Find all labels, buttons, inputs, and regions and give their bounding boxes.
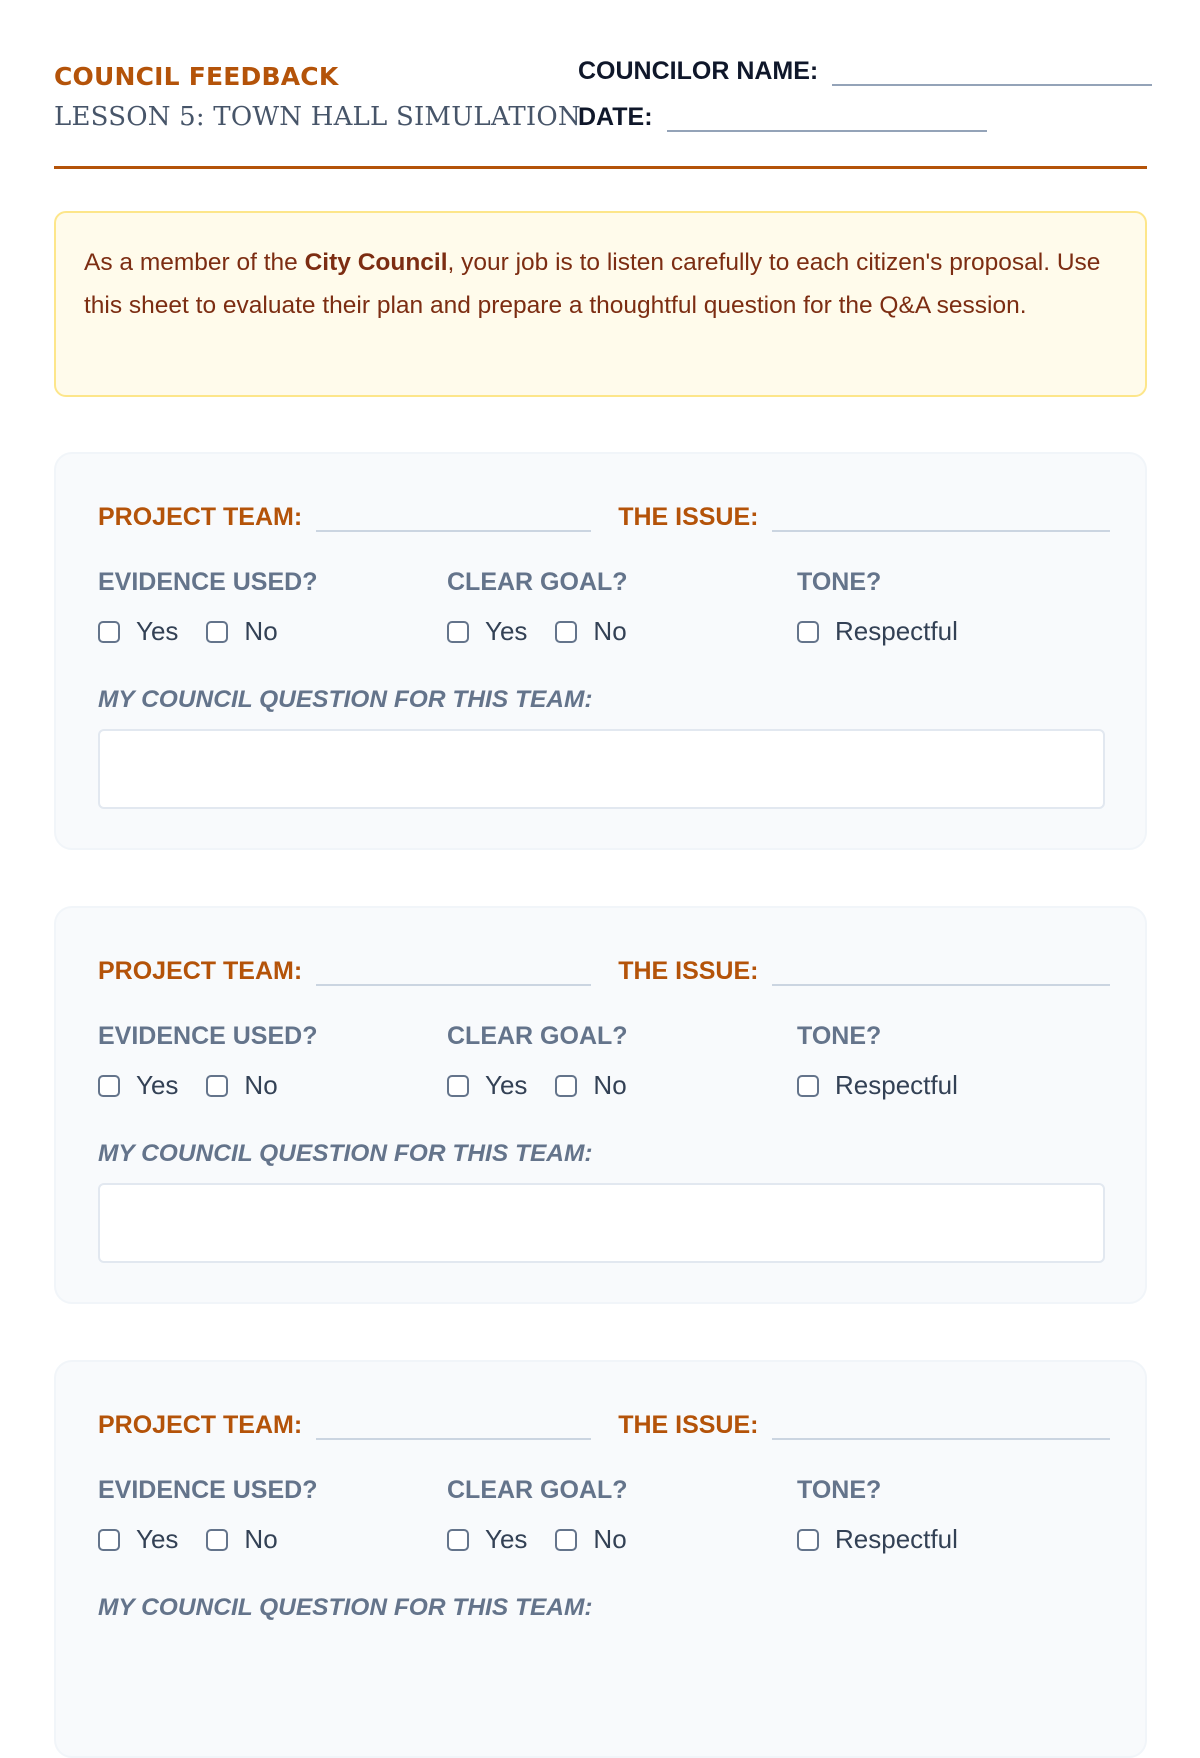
councilor-name-field [578,56,1152,86]
date-line[interactable] [667,102,987,132]
option-label: No [244,1070,278,1100]
council-question-label: MY COUNCIL QUESTION FOR THIS TEAM: [98,686,593,713]
checkbox-icon[interactable] [447,1075,469,1097]
team-issue-row [98,1406,1110,1440]
option-label: No [593,616,627,646]
evidence-yes-option[interactable] [98,1070,178,1101]
goal-no-option[interactable] [555,1070,626,1101]
option-label: Respectful [835,616,958,646]
checkbox-icon[interactable] [206,1529,228,1551]
project-team-line[interactable] [316,952,591,986]
instructions-callout [54,211,1147,397]
option-label: Respectful [835,1524,958,1554]
evidence-options [98,616,306,647]
tone-respectful-option[interactable] [797,616,958,647]
checkbox-icon[interactable] [206,1075,228,1097]
feedback-card [54,1360,1147,1758]
feedback-card [54,452,1147,850]
project-team-label: PROJECT TEAM: [98,503,303,531]
evidence-options [98,1070,306,1101]
councilor-name-label: COUNCILOR NAME: [578,57,819,85]
issue-line[interactable] [772,952,1110,986]
clear-goal-label: CLEAR GOAL? [447,1476,628,1504]
header-divider [54,166,1147,169]
option-label: No [244,616,278,646]
tone-options [797,616,986,647]
project-team-line[interactable] [316,498,591,532]
tone-options [797,1070,986,1101]
clear-goal-label: CLEAR GOAL? [447,1022,628,1050]
council-question-label: MY COUNCIL QUESTION FOR THIS TEAM: [98,1140,593,1167]
goal-yes-option[interactable] [447,1524,527,1555]
issue-label: THE ISSUE: [618,1411,759,1439]
councilor-name-line[interactable] [832,56,1152,86]
tone-label: TONE? [797,1476,882,1504]
checkbox-icon[interactable] [98,1529,120,1551]
option-label: Yes [485,616,528,646]
date-label: DATE: [578,103,653,131]
tone-label: TONE? [797,1022,882,1050]
goal-yes-option[interactable] [447,1070,527,1101]
tone-respectful-option[interactable] [797,1070,958,1101]
tone-options [797,1524,986,1555]
council-question-box[interactable] [98,1183,1105,1263]
evidence-no-option[interactable] [206,616,277,647]
issue-label: THE ISSUE: [618,503,759,531]
evidence-options [98,1524,306,1555]
date-field [578,102,987,132]
council-question-box[interactable] [98,729,1105,809]
checkbox-icon[interactable] [447,1529,469,1551]
evidence-no-option[interactable] [206,1524,277,1555]
checkbox-icon[interactable] [206,621,228,643]
option-label: Yes [485,1524,528,1554]
goal-no-option[interactable] [555,616,626,647]
feedback-card [54,906,1147,1304]
intro-bold-text: City Council [304,249,448,276]
evidence-used-label: EVIDENCE USED? [98,1022,318,1050]
checkbox-icon[interactable] [555,1529,577,1551]
worksheet-title: COUNCIL FEEDBACK [54,62,339,91]
option-label: Yes [136,1524,179,1554]
issue-line[interactable] [772,1406,1110,1440]
checkbox-icon[interactable] [98,621,120,643]
option-label: Yes [136,616,179,646]
issue-line[interactable] [772,498,1110,532]
option-label: Respectful [835,1070,958,1100]
intro-text-start: As a member of the [84,249,305,276]
tone-respectful-option[interactable] [797,1524,958,1555]
option-label: No [593,1524,627,1554]
evidence-yes-option[interactable] [98,616,178,647]
checkbox-icon[interactable] [797,1529,819,1551]
goal-no-option[interactable] [555,1524,626,1555]
tone-label: TONE? [797,568,882,596]
goal-options [447,1070,655,1101]
clear-goal-label: CLEAR GOAL? [447,568,628,596]
team-issue-row [98,498,1110,532]
worksheet-header [54,0,1147,170]
evidence-no-option[interactable] [206,1070,277,1101]
intro-text-end: , your job is to listen carefully to each citizen's proposal. Use this sheet to evaluate their plan and prepare a thoughtful question for the Q&A session. [84,249,1101,319]
evidence-used-label: EVIDENCE USED? [98,1476,318,1504]
goal-options [447,1524,655,1555]
goal-yes-option[interactable] [447,616,527,647]
lesson-subtitle: LESSON 5: TOWN HALL SIMULATION [54,102,581,132]
option-label: No [593,1070,627,1100]
option-label: No [244,1524,278,1554]
team-issue-row [98,952,1110,986]
option-label: Yes [485,1070,528,1100]
evidence-yes-option[interactable] [98,1524,178,1555]
checkbox-icon[interactable] [555,621,577,643]
evidence-used-label: EVIDENCE USED? [98,568,318,596]
checkbox-icon[interactable] [797,1075,819,1097]
checkbox-icon[interactable] [447,621,469,643]
checkbox-icon[interactable] [797,621,819,643]
checkbox-icon[interactable] [98,1075,120,1097]
checkbox-icon[interactable] [555,1075,577,1097]
option-label: Yes [136,1070,179,1100]
worksheet-page [54,0,1147,1621]
issue-label: THE ISSUE: [618,957,759,985]
council-question-label: MY COUNCIL QUESTION FOR THIS TEAM: [98,1594,593,1621]
project-team-label: PROJECT TEAM: [98,1411,303,1439]
project-team-label: PROJECT TEAM: [98,957,303,985]
goal-options [447,616,655,647]
project-team-line[interactable] [316,1406,591,1440]
